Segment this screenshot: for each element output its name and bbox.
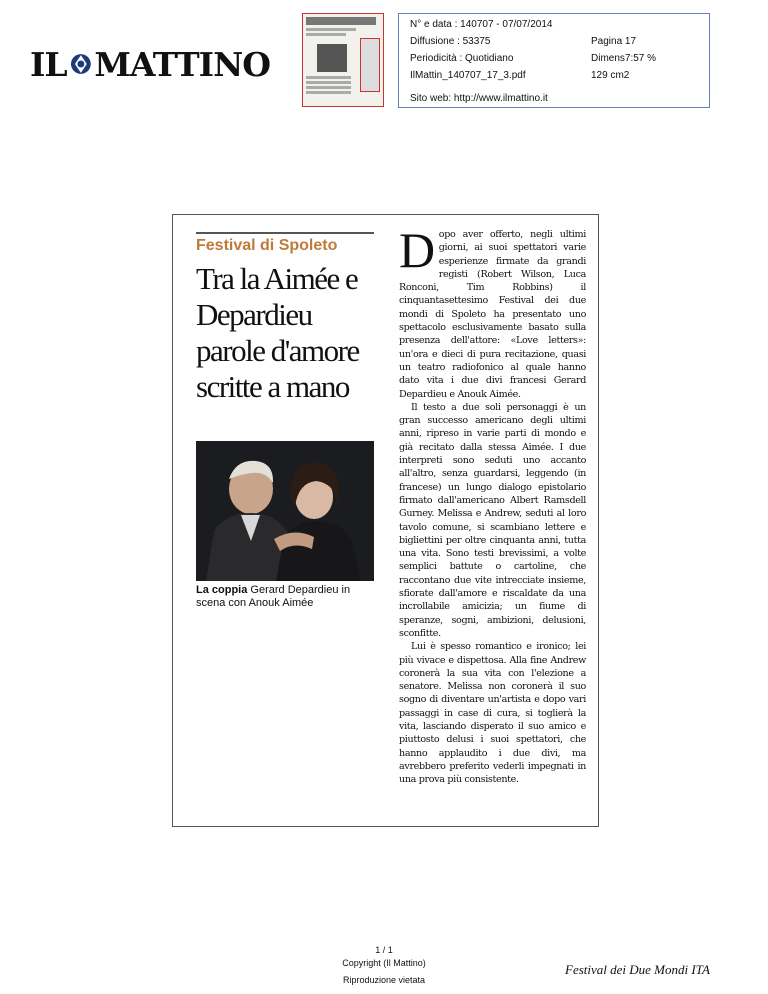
meta-pagina: Pagina 17 — [591, 36, 637, 47]
thumbnail-photo — [317, 44, 347, 72]
newspaper-logo — [30, 44, 270, 84]
metadata-box — [398, 13, 710, 108]
caption-text: Gerard Depardieu in scena con Anouk Aimée — [196, 584, 351, 609]
meta-diffusione: Diffusione : 53375 — [410, 36, 491, 47]
page-thumbnail — [302, 13, 384, 107]
topic-tag: Festival dei Due Mondi ITA — [565, 962, 710, 977]
meta-area: 129 cm2 — [591, 70, 630, 81]
thumbnail-line — [306, 86, 351, 89]
photo-caption — [196, 584, 381, 610]
thumbnail-line — [306, 76, 351, 79]
thumbnail-line — [306, 28, 356, 31]
article-paragraph — [399, 222, 586, 401]
meta-dimens: Dimens7:57 % — [591, 53, 657, 64]
article-paragraph: Lui è spesso romantico e ironico; lei più vivace e dispettosa. Alla fine Andrew coronerà la sua vita con l'elezione a senatore. Melissa non coronerà il suo sogno di diventare un'artista e dopo vari passaggi in case di cura, si toglierà la vita, lasciando disperato il suo amico e piuttosto delusi i suoi spettatori, che hanno applaudito i due divi, ma avrebbero preferito vederli impegnati in una prova più consistente. — [399, 641, 586, 786]
meta-number-date: N° e data : 140707 - 07/07/2014 — [410, 19, 553, 30]
article-paragraph: Il testo a due soli personaggi è un gran successo americano degli ultimi anni, ripreso in varie parti di mondo e già recitato dalla stessa Aimée. I due interpreti sono seduti uno accanto all'altro, senza guardarsi, leggendo (in francese) un lungo dialogo epistolario firmato dall'americano Albert Ramsdell Gurney. Melissa e Andrew, seduti al loro tavolo comune, si scambiano lettere e bigliettini per oltre cinquanta anni, tutta una vita. Sono testi brevissimi, a volte semplici battute o cartoline, che raccontano due vite intrecciate insieme, sfiorate dall'amore e riscaldate da una incrollabile amicizia; un fiume di speranze, sogni, ambizioni, delusioni, sconfitte. — [399, 401, 586, 639]
article-clipping — [172, 214, 599, 827]
caption-lead: La coppia — [196, 584, 248, 596]
thumbnail-article-highlight — [360, 38, 380, 92]
drop-cap: D — [399, 222, 435, 278]
page-counter: 1 / 1 — [375, 945, 393, 955]
meta-file: IlMattin_140707_17_3.pdf — [410, 70, 526, 81]
copyright-notice: Copyright (Il Mattino) — [342, 958, 426, 968]
kicker-rule — [196, 232, 374, 234]
thumbnail-line — [306, 81, 351, 84]
reproduction-notice: Riproduzione vietata — [342, 975, 426, 985]
article-body — [399, 222, 586, 786]
article-headline: Tra la Aimée e Depardieu parole d'amore scritte a mano — [196, 261, 359, 404]
article-photo — [196, 441, 374, 581]
logo-text-left: IL — [30, 44, 67, 84]
paragraph-text: opo aver offerto, negli ultimi giorni, ai suoi spettatori varie esperienze firmate da grandi registi (Robert Wilson, Luca Ronconi, Tim Robbins) il cinquantasettesimo Festival dei due mondi di Spoleto ha presentato uno spettacolo esclusivamente basato sulla presenza dell'attore: «Love letters»: un'ora e dieci di pura recitazione, quasi un teatro radiofonico al quale hanno dato vita i due divi francesi Gerard Depardieu e Anouk Aimée. — [399, 229, 586, 400]
meta-sito: Sito web: http://www.ilmattino.it — [410, 93, 548, 104]
logo-text-right: MATTINO — [94, 44, 270, 84]
article-kicker: Festival di Spoleto — [196, 237, 338, 254]
logo-seal-icon — [69, 50, 93, 78]
meta-periodicita: Periodicità : Quotidiano — [410, 53, 514, 64]
thumbnail-line — [306, 33, 346, 36]
thumbnail-header — [306, 17, 376, 25]
thumbnail-line — [306, 91, 351, 94]
